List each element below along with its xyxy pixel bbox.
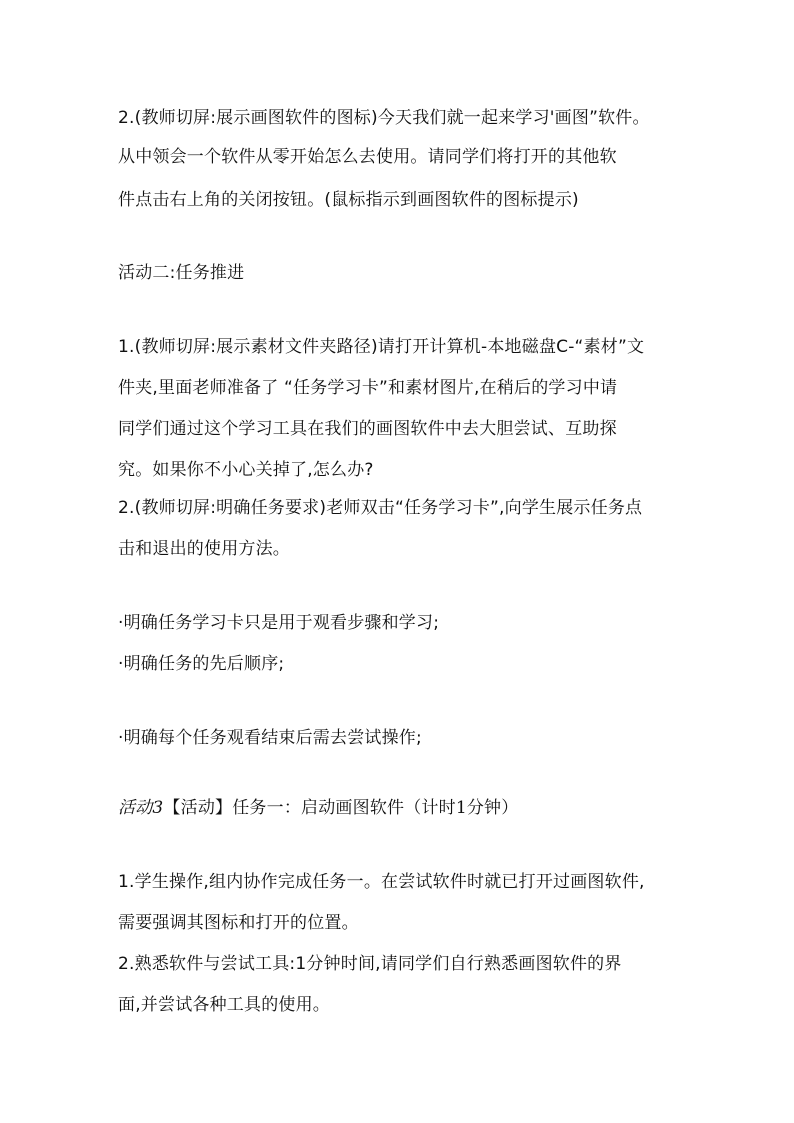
activity-label: 活动3 [118, 798, 164, 818]
paragraph-line: 件点击右上角的关闭按钮。(鼠标指示到画图软件的图标提示) [118, 190, 579, 210]
activity-heading [118, 797, 518, 819]
paragraph-line: 需要强调其图标和打开的位置。 [118, 913, 359, 933]
bullet-item: ·明确任务学习卡只是用于观看步骤和学习; [118, 613, 440, 633]
paragraph-line: 1.(教师切屏:展示素材文件夹路径)请打开计算机-本地磁盘C-“素材”文 [118, 337, 645, 357]
paragraph-line: 究。如果你不小心关掉了,怎么办? [118, 460, 374, 480]
paragraph-line: 从中领会一个软件从零开始怎么去使用。请同学们将打开的其他软 [118, 147, 617, 167]
activity-title: 【活动】任务一：启动画图软件（计时1分钟） [163, 798, 519, 818]
paragraph-line: 面,并尝试各种工具的使用。 [118, 995, 331, 1015]
bullet-item: ·明确任务的先后顺序; [118, 654, 285, 674]
paragraph-line: 2.(教师切屏:展示画图软件的图标)今天我们就一起来学习'画图”软件。 [118, 108, 650, 128]
paragraph-line: 击和退出的使用方法。 [118, 539, 290, 559]
bullet-item: ·明确每个任务观看结束后需去尝试操作; [118, 728, 422, 748]
paragraph-line: 1.学生操作,组内协作完成任务一。在尝试软件时就已打开过画图软件, [118, 872, 645, 892]
paragraph-line: 2.熟悉软件与尝试工具:1分钟时间,请同学们自行熟悉画图软件的界 [118, 954, 622, 974]
paragraph-line: 2.(教师切屏:明确任务要求)老师双击“任务学习卡”,向学生展示任务点 [118, 498, 643, 518]
paragraph-line: 同学们通过这个学习工具在我们的画图软件中去大胆尝试、互助探 [118, 419, 617, 439]
paragraph-line: 件夹,里面老师准备了 “任务学习卡”和素材图片,在稍后的学习中请 [118, 378, 618, 398]
section-heading: 活动二:任务推进 [118, 263, 245, 283]
